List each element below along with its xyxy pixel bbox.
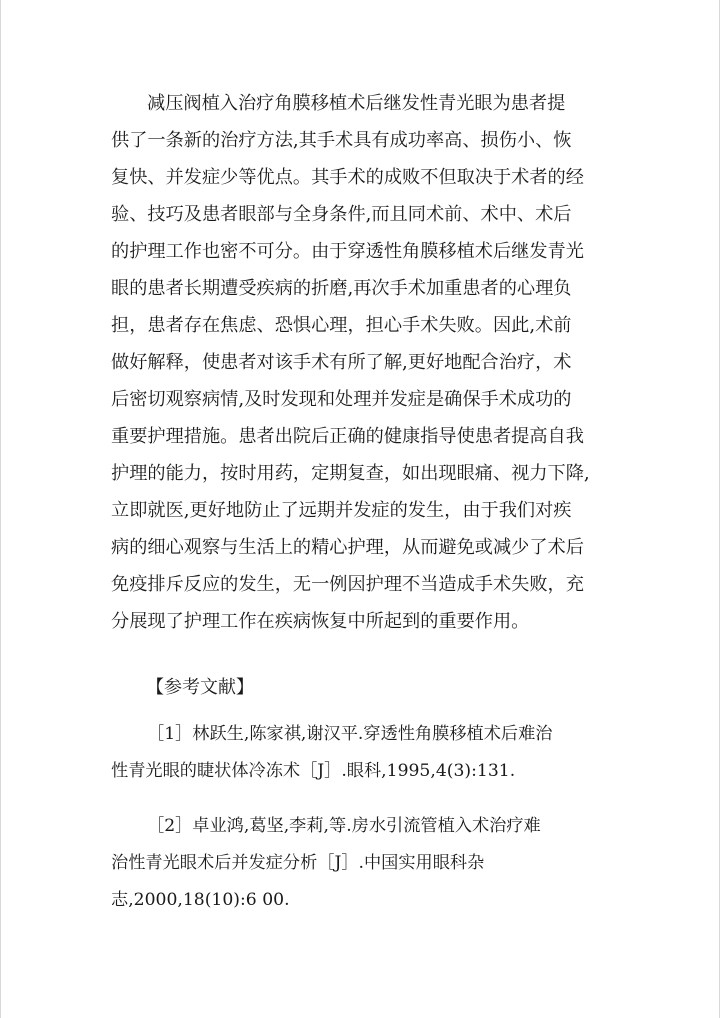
paragraph-line: 的护理工作也密不可分。由于穿透性角膜移植术后继发青光: [111, 241, 584, 262]
reference-line: ［2］卓业鸿,葛坚,李莉,等.房水引流管植入术治疗难: [147, 816, 541, 836]
paragraph-line: 分展现了护理工作在疾病恢复中所起到的重要作用。: [111, 611, 530, 632]
paragraph-line: 减压阀植入治疗角膜移植术后继发性青光眼为患者提: [147, 93, 566, 114]
paragraph-line: 眼的患者长期遭受疾病的折磨,再次手术加重患者的心理负: [111, 278, 572, 299]
paragraph-line: 立即就医,更好地防止了远期并发症的发生，由于我们对疾: [111, 500, 572, 521]
paragraph-line: 担，患者存在焦虑、恐惧心理，担心手术失败。因此,术前: [111, 315, 572, 336]
paragraph-line: 重要护理措施。患者出院后正确的健康指导使患者提高自我: [111, 426, 584, 447]
reference-item-1: [111, 724, 616, 798]
paragraph-line: 免疫排斥反应的发生，无一例因护理不当造成手术失败，充: [111, 574, 584, 595]
reference-line: 志,2000,18(10):6 00.: [111, 890, 290, 910]
paragraph-line: 做好解释，使患者对该手术有所了解,更好地配合治疗，术: [111, 352, 572, 373]
paragraph-line: 后密切观察病情,及时发现和处理并发症是确保手术成功的: [111, 389, 572, 410]
paragraph-line: 复快、并发症少等优点。其手术的成败不但取决于术者的经: [111, 167, 584, 188]
paragraph-line: 供了一条新的治疗方法,其手术具有成功率高、损伤小、恢: [111, 130, 572, 151]
paragraph-line: 病的细心观察与生活上的精心护理，从而避免或减少了术后: [111, 537, 584, 558]
reference-line: 治性青光眼术后并发症分析［J］.中国实用眼科杂: [111, 853, 485, 873]
reference-line: 性青光眼的睫状体冷冻术［J］.眼科,1995,4(3):131.: [111, 761, 516, 781]
paragraph-line: 验、技巧及患者眼部与全身条件,而且同术前、术中、术后: [111, 204, 572, 225]
paragraph-line: 护理的能力，按时用药，定期复查，如出现眼痛、视力下降,: [111, 463, 590, 484]
reference-line: ［1］林跃生,陈家祺,谢汉平.穿透性角膜移植术后难治: [147, 724, 553, 744]
body-paragraph: [111, 94, 611, 649]
reference-item-2: [111, 816, 616, 927]
references-heading: 【参考文献】: [146, 677, 254, 698]
